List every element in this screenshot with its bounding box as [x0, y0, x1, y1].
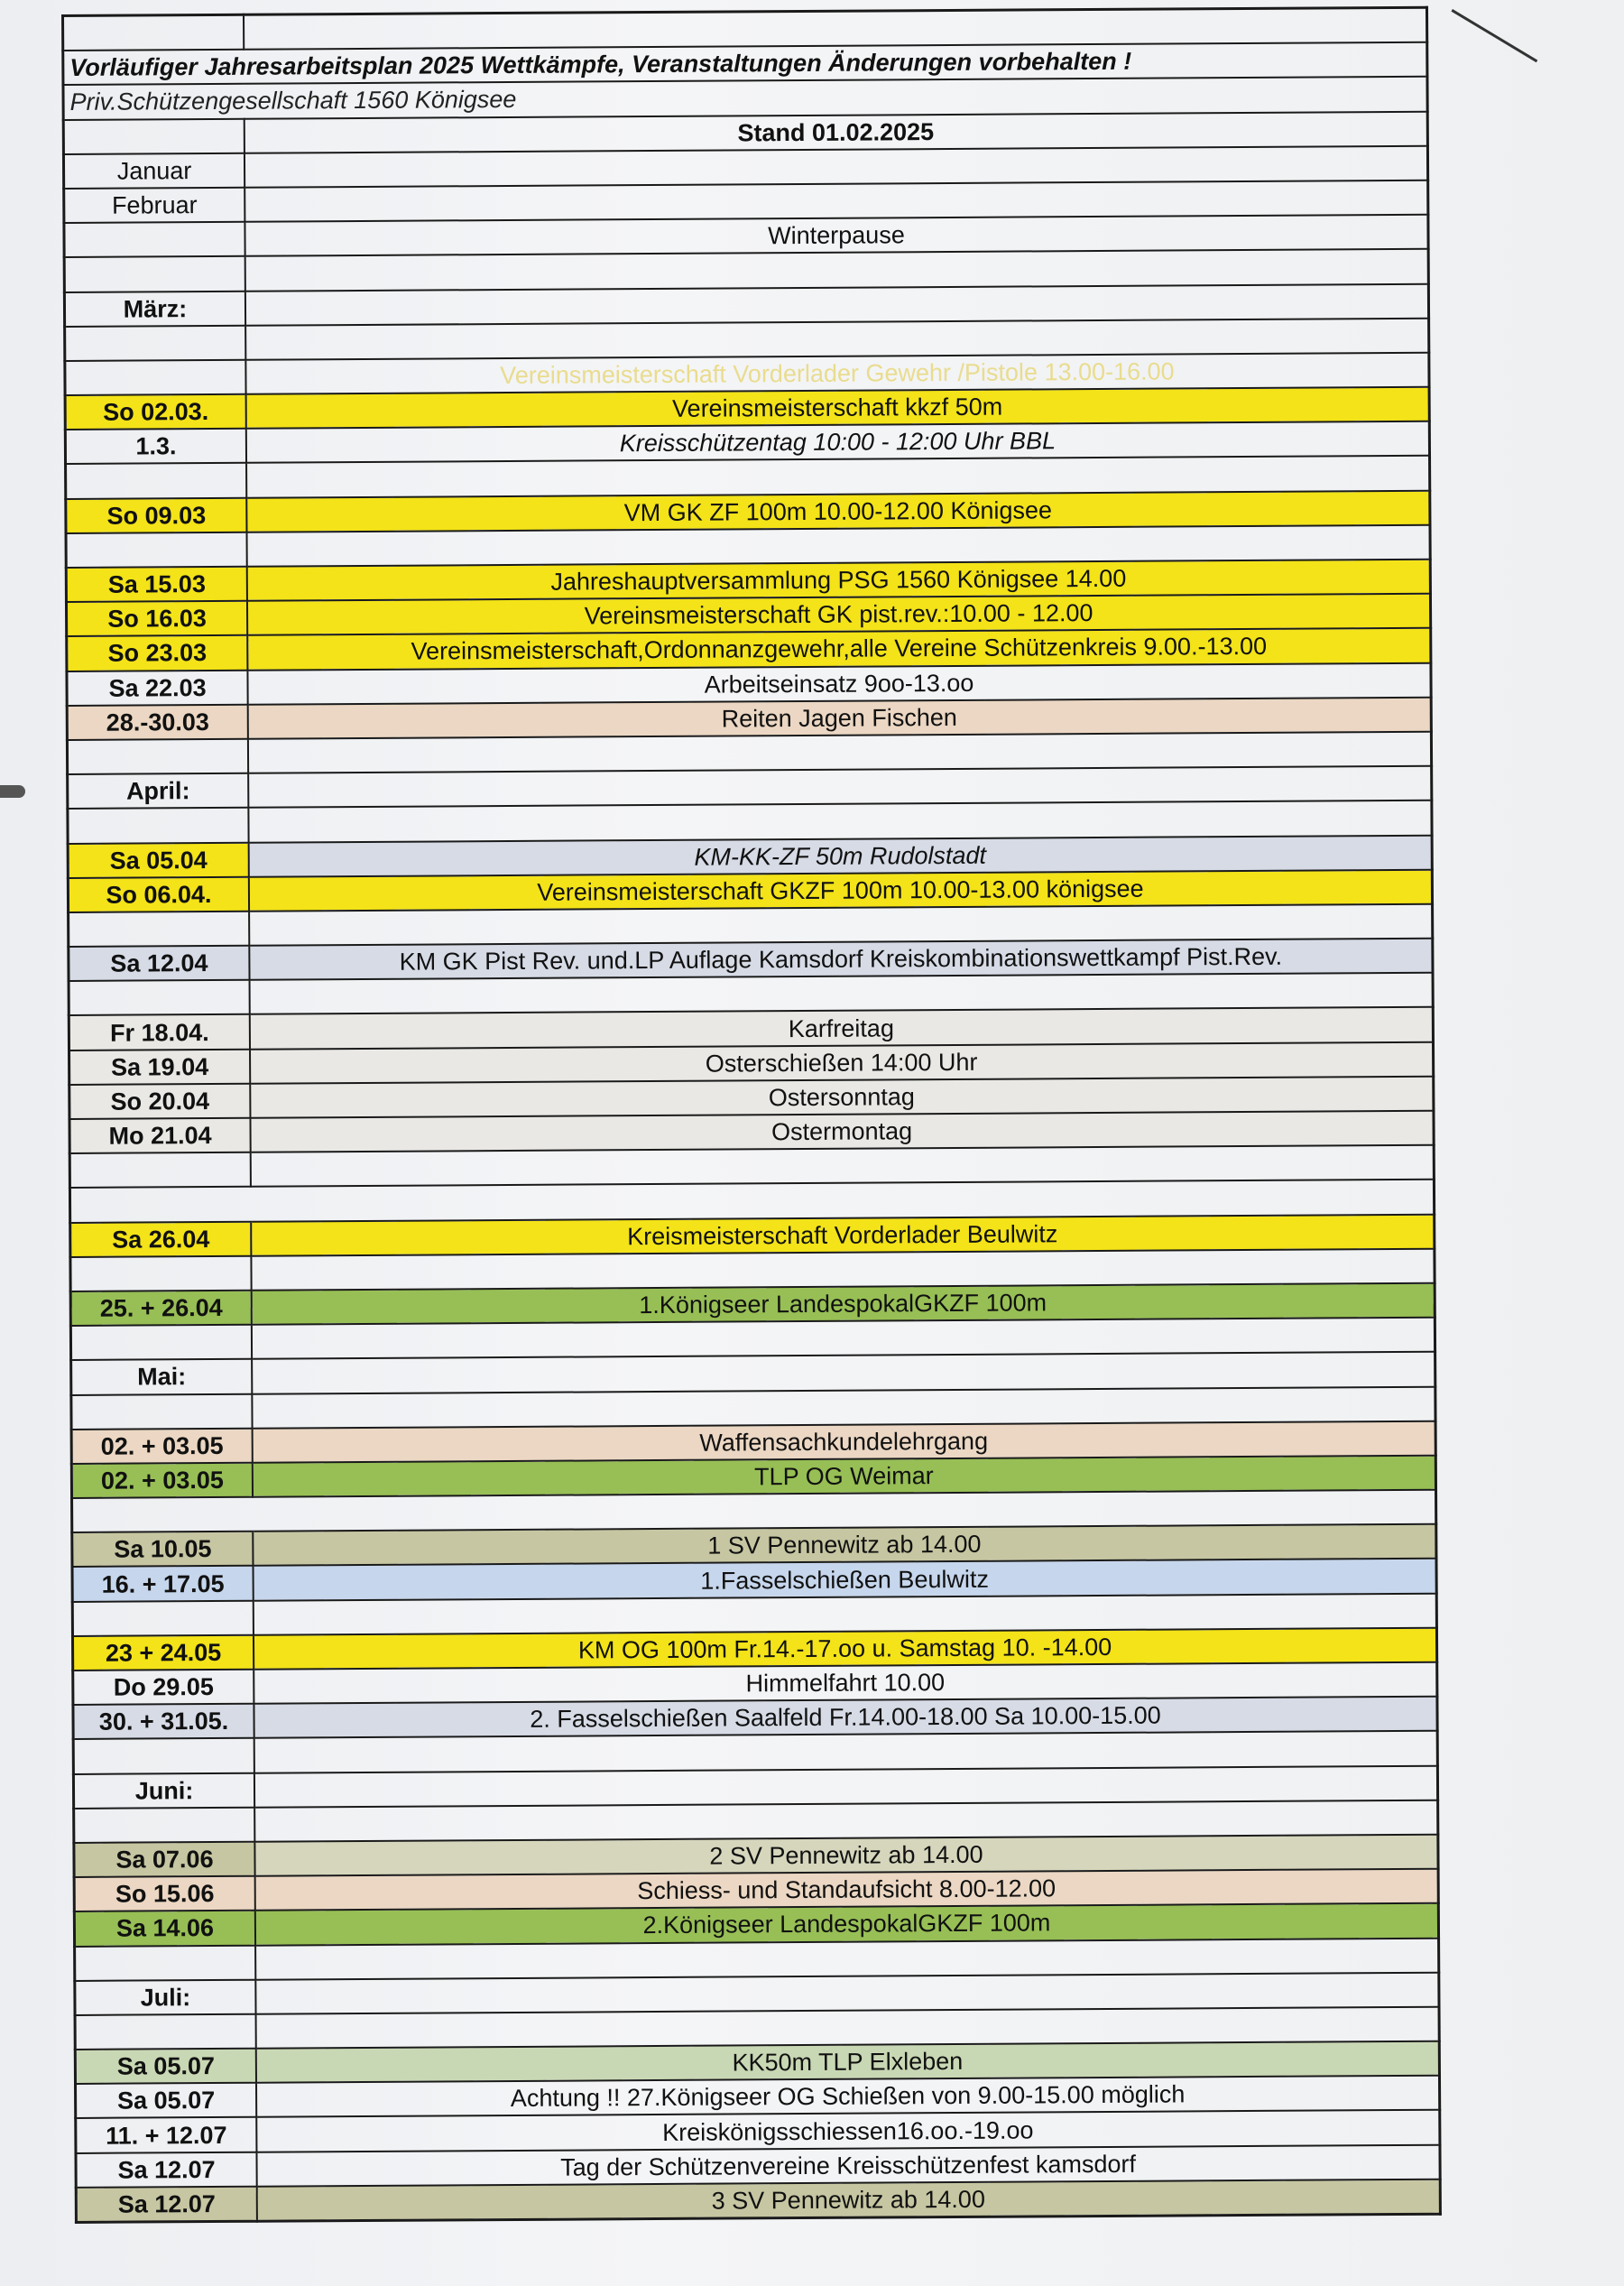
event-text: Tag der Schützenvereine Kreisschützenfest kamsdorf [256, 2144, 1440, 2186]
club-name: Priv.Schützengesellschaft 1560 Königsee [63, 77, 1427, 119]
event-text: TLP OG Weimar [253, 1456, 1436, 1497]
event-date: Sa 10.05 [72, 1532, 254, 1567]
month-label: Januar [63, 153, 245, 189]
event-text: Vereinsmeisterschaft GK pist.rev.:10.00 - 12.00 [247, 594, 1431, 635]
event-text: Karfreitag [250, 1007, 1434, 1049]
event-text: Ostermontag [250, 1111, 1434, 1152]
event-date: So 20.04 [69, 1084, 251, 1119]
event-date: 28.-30.03 [67, 705, 248, 740]
event-date: 30. + 31.05. [73, 1704, 254, 1739]
event-text: 3 SV Pennewitz ab 14.00 [257, 2180, 1441, 2222]
event-date: So 15.06 [74, 1876, 255, 1911]
event-date: So 02.03. [65, 394, 246, 430]
event-date: Sa 05.07 [76, 2083, 257, 2118]
document [61, 6, 1442, 2224]
event-date: 16. + 17.05 [72, 1566, 254, 1601]
month-label: Juni: [73, 1772, 254, 1808]
stand-date: Stand 01.02.2025 [245, 111, 1428, 153]
month-label: Juli: [75, 1979, 256, 2014]
month-label: Mai: [71, 1359, 253, 1394]
event-date: Sa 07.06 [74, 1842, 255, 1877]
event-date: 23 + 24.05 [72, 1635, 254, 1671]
event-date: Sa 15.03 [66, 567, 247, 602]
event-text: Himmelfahrt 10.00 [254, 1662, 1437, 1704]
event-text: Achtung !! 27.Königseer OG Schießen von 9.00-15.00 möglich [256, 2076, 1440, 2117]
event-date: Sa 12.07 [76, 2187, 257, 2223]
event-text: Vereinsmeisterschaft kkzf 50m [246, 387, 1430, 429]
month-label: April: [68, 773, 249, 809]
event-date: Sa 12.07 [76, 2152, 257, 2187]
event-text: Osterschießen 14:00 Uhr [250, 1041, 1434, 1083]
event-text: Vereinsmeisterschaft,Ordonnanzgewehr,alle Vereine Schützenkreis 9.00.-13.00 [247, 628, 1431, 670]
event-date: Sa 12.04 [69, 946, 250, 981]
event-text: KM GK Pist Rev. und.LP Auflage Kamsdorf Kreiskombinationswettkampf Pist.Rev. [249, 939, 1433, 980]
event-text: 2. Fasselschießen Saalfeld Fr.14.00-18.00 Sa 10.00-15.00 [254, 1697, 1437, 1738]
winterpause-label: Winterpause [245, 215, 1428, 256]
event-date: Sa 26.04 [70, 1221, 252, 1256]
event-date: So 16.03 [66, 601, 247, 636]
event-date: 02. + 03.05 [71, 1463, 253, 1498]
event-date: Do 29.05 [73, 1670, 254, 1705]
event-text: 1.Fasselschießen Beulwitz [254, 1559, 1437, 1600]
event-text: Arbeitseinsatz 9oo-13.oo [247, 662, 1431, 704]
event-date: 02. + 03.05 [71, 1428, 253, 1463]
event-text: Vereinsmeisterschaft GKZF 100m 10.00-13.00 königsee [249, 869, 1433, 911]
faint-entry: Vereinsmeisterschaft Vorderlader Gewehr /Pistole 13.00-16.00 [245, 353, 1429, 394]
event-text: KM-KK-ZF 50m Rudolstadt [249, 835, 1433, 876]
month-label: März: [64, 291, 245, 326]
event-text: 1 SV Pennewitz ab 14.00 [253, 1524, 1436, 1566]
event-text: Ostersonntag [250, 1077, 1434, 1118]
event-text: Reiten Jagen Fischen [248, 697, 1432, 738]
event-date: Sa 19.04 [69, 1049, 251, 1084]
event-text: Kreiskönigsschiessen16.oo.-19.oo [256, 2110, 1440, 2152]
event-text: Kreismeisterschaft Vorderlader Beulwitz [251, 1214, 1435, 1255]
event-date: So 23.03 [67, 635, 248, 671]
event-date: Mo 21.04 [69, 1118, 251, 1153]
month-label: Februar [64, 188, 245, 223]
event-date: 25. + 26.04 [70, 1291, 252, 1326]
event-date: Fr 18.04. [69, 1014, 250, 1050]
event-date: Sa 14.06 [74, 1911, 255, 1946]
event-text: 1.Königseer LandespokalGKZF 100m [252, 1283, 1435, 1325]
event-row [76, 2180, 1440, 2223]
event-text: Jahreshauptversammlung PSG 1560 Königsee 14.00 [247, 560, 1431, 601]
page-title: Vorläufiger Jahresarbeitsplan 2025 Wettkämpfe, Veranstaltungen Änderungen vorbehalten ! [63, 42, 1427, 85]
event-date: 1.3. [65, 429, 246, 464]
event-date: Sa 22.03 [67, 670, 248, 705]
event-text: KM OG 100m Fr.14.-17.oo u. Samstag 10. -14.00 [254, 1628, 1437, 1670]
event-date: Sa 05.07 [75, 2049, 256, 2084]
event-text: VM GK ZF 100m 10.00-12.00 Königsee [246, 490, 1430, 532]
event-text: 2.Königseer LandespokalGKZF 100m [255, 1903, 1439, 1945]
event-text: Schiess- und Standaufsicht 8.00-12.00 [255, 1869, 1439, 1911]
event-date: Sa 05.04 [68, 842, 249, 877]
event-text: Waffensachkundelehrgang [253, 1421, 1436, 1462]
event-date: 11. + 12.07 [76, 2117, 257, 2152]
event-text: 2 SV Pennewitz ab 14.00 [254, 1835, 1438, 1876]
event-date: So 09.03 [66, 497, 247, 532]
event-text: Kreisschützentag 10:00 - 12:00 Uhr BBL [246, 421, 1430, 463]
punch-hole [0, 785, 25, 798]
schedule-table [61, 6, 1442, 2224]
event-date: So 06.04. [68, 876, 249, 912]
event-text: KK50m TLP Elxleben [256, 2041, 1440, 2083]
